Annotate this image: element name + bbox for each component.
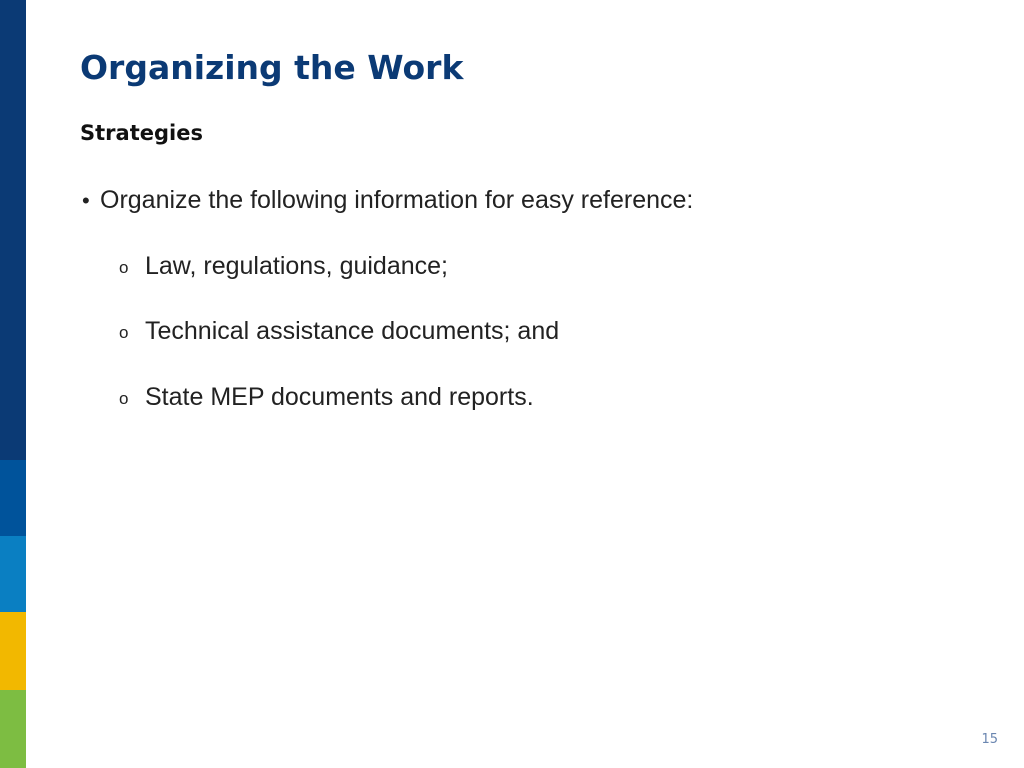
sub-bullet-text: Law, regulations, guidance; (145, 252, 448, 280)
page-number: 15 (981, 732, 998, 747)
side-bar-segment-blue (0, 460, 26, 536)
sub-bullet-item (119, 252, 448, 281)
bullet-text: Organize the following information for easy reference: (100, 186, 694, 214)
sub-bullet-marker: o (119, 323, 129, 342)
sub-bullet-item (119, 317, 559, 346)
sub-bullet-marker: o (119, 389, 129, 408)
decorative-side-bar (0, 0, 26, 768)
bullet-item (82, 186, 693, 215)
side-bar-segment-navy (0, 0, 26, 460)
bullet-marker: • (82, 188, 90, 213)
sub-bullet-text: State MEP documents and reports. (145, 383, 534, 411)
slide-title: Organizing the Work (80, 48, 464, 87)
slide-subtitle: Strategies (80, 121, 203, 145)
sub-bullet-text: Technical assistance documents; and (145, 317, 560, 345)
sub-bullet-item (119, 383, 534, 412)
sub-bullet-marker: o (119, 258, 129, 277)
side-bar-segment-light-blue (0, 536, 26, 612)
side-bar-segment-green (0, 690, 26, 768)
side-bar-segment-yellow (0, 612, 26, 690)
